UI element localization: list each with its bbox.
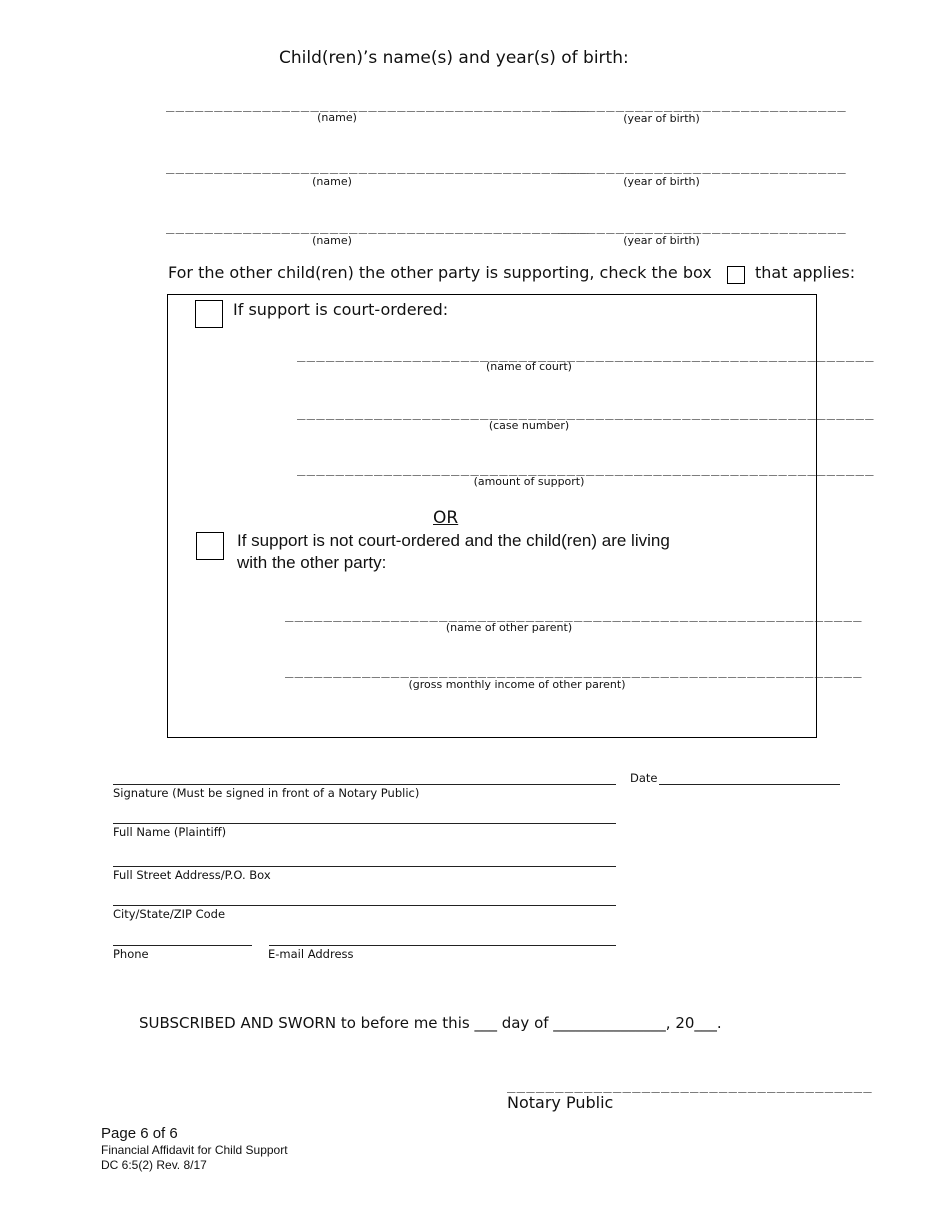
- court-ordered-label: If support is court-ordered:: [233, 300, 449, 319]
- child-name-field[interactable]: ____________________________________________: [166, 218, 590, 234]
- city-label: City/State/ZIP Code: [113, 907, 226, 921]
- date-line[interactable]: [659, 784, 840, 785]
- child-year-field[interactable]: ______________________________: [558, 158, 847, 174]
- form-code: DC 6:5(2) Rev. 8/17: [101, 1158, 207, 1172]
- signature-line[interactable]: [113, 784, 616, 785]
- notary-label: Notary Public: [507, 1093, 614, 1112]
- form-title: Financial Affidavit for Child Support: [101, 1143, 288, 1157]
- child-year-label: (year of birth): [623, 234, 700, 247]
- phone-label: Phone: [113, 947, 149, 961]
- not-court-ordered-label-line1: If support is not court-ordered and the child(ren) are living: [237, 531, 670, 550]
- child-name-label: (name): [312, 234, 352, 247]
- court-name-field[interactable]: ____________________________________________________________: [297, 346, 875, 362]
- case-number-field[interactable]: ____________________________________________________________: [297, 404, 875, 420]
- city-line[interactable]: [113, 905, 616, 906]
- page-number: Page 6 of 6: [101, 1125, 178, 1142]
- other-parent-name-label: (name of other parent): [445, 621, 573, 634]
- phone-line[interactable]: [113, 945, 252, 946]
- child-year-label: (year of birth): [623, 112, 700, 125]
- or-divider: OR: [433, 508, 459, 528]
- child-name-label: (name): [317, 111, 357, 124]
- other-children-prompt: For the other child(ren) the other party is supporting, check the box: [168, 263, 712, 282]
- child-year-field[interactable]: ______________________________: [558, 96, 847, 112]
- date-label: Date: [630, 771, 658, 785]
- address-label: Full Street Address/P.O. Box: [113, 868, 271, 882]
- email-label: E-mail Address: [268, 947, 354, 961]
- not-court-ordered-checkbox[interactable]: [196, 532, 224, 560]
- full-name-line[interactable]: [113, 823, 616, 824]
- child-year-label: (year of birth): [623, 175, 700, 188]
- child-year-field[interactable]: ______________________________: [558, 218, 847, 234]
- oath-text: SUBSCRIBED AND SWORN to before me this ___ day of _______________, 20___.: [139, 1014, 722, 1032]
- child-name-field[interactable]: ____________________________________________: [166, 96, 590, 112]
- child-name-label: (name): [312, 175, 352, 188]
- other-children-prompt-end: that applies:: [755, 263, 856, 282]
- email-line[interactable]: [269, 945, 616, 946]
- address-line[interactable]: [113, 866, 616, 867]
- not-court-ordered-label-line2: with the other party:: [237, 553, 387, 572]
- case-number-label: (case number): [488, 419, 570, 432]
- other-parent-name-field[interactable]: ____________________________________________________________: [285, 606, 863, 622]
- inline-checkbox-icon: [727, 266, 745, 284]
- other-parent-income-label: (gross monthly income of other parent): [408, 678, 626, 691]
- court-name-label: (name of court): [486, 360, 572, 373]
- support-amount-field[interactable]: ____________________________________________________________: [297, 460, 875, 476]
- support-amount-label: (amount of support): [473, 475, 585, 488]
- signature-label: Signature (Must be signed in front of a Notary Public): [113, 786, 420, 800]
- notary-signature-line[interactable]: ______________________________________: [507, 1077, 873, 1093]
- children-heading: Child(ren)’s name(s) and year(s) of birth:: [279, 48, 629, 68]
- court-ordered-checkbox[interactable]: [195, 300, 223, 328]
- other-parent-income-field[interactable]: ____________________________________________________________: [285, 662, 863, 678]
- full-name-label: Full Name (Plaintiff): [113, 825, 227, 839]
- child-name-field[interactable]: ____________________________________________: [166, 158, 590, 174]
